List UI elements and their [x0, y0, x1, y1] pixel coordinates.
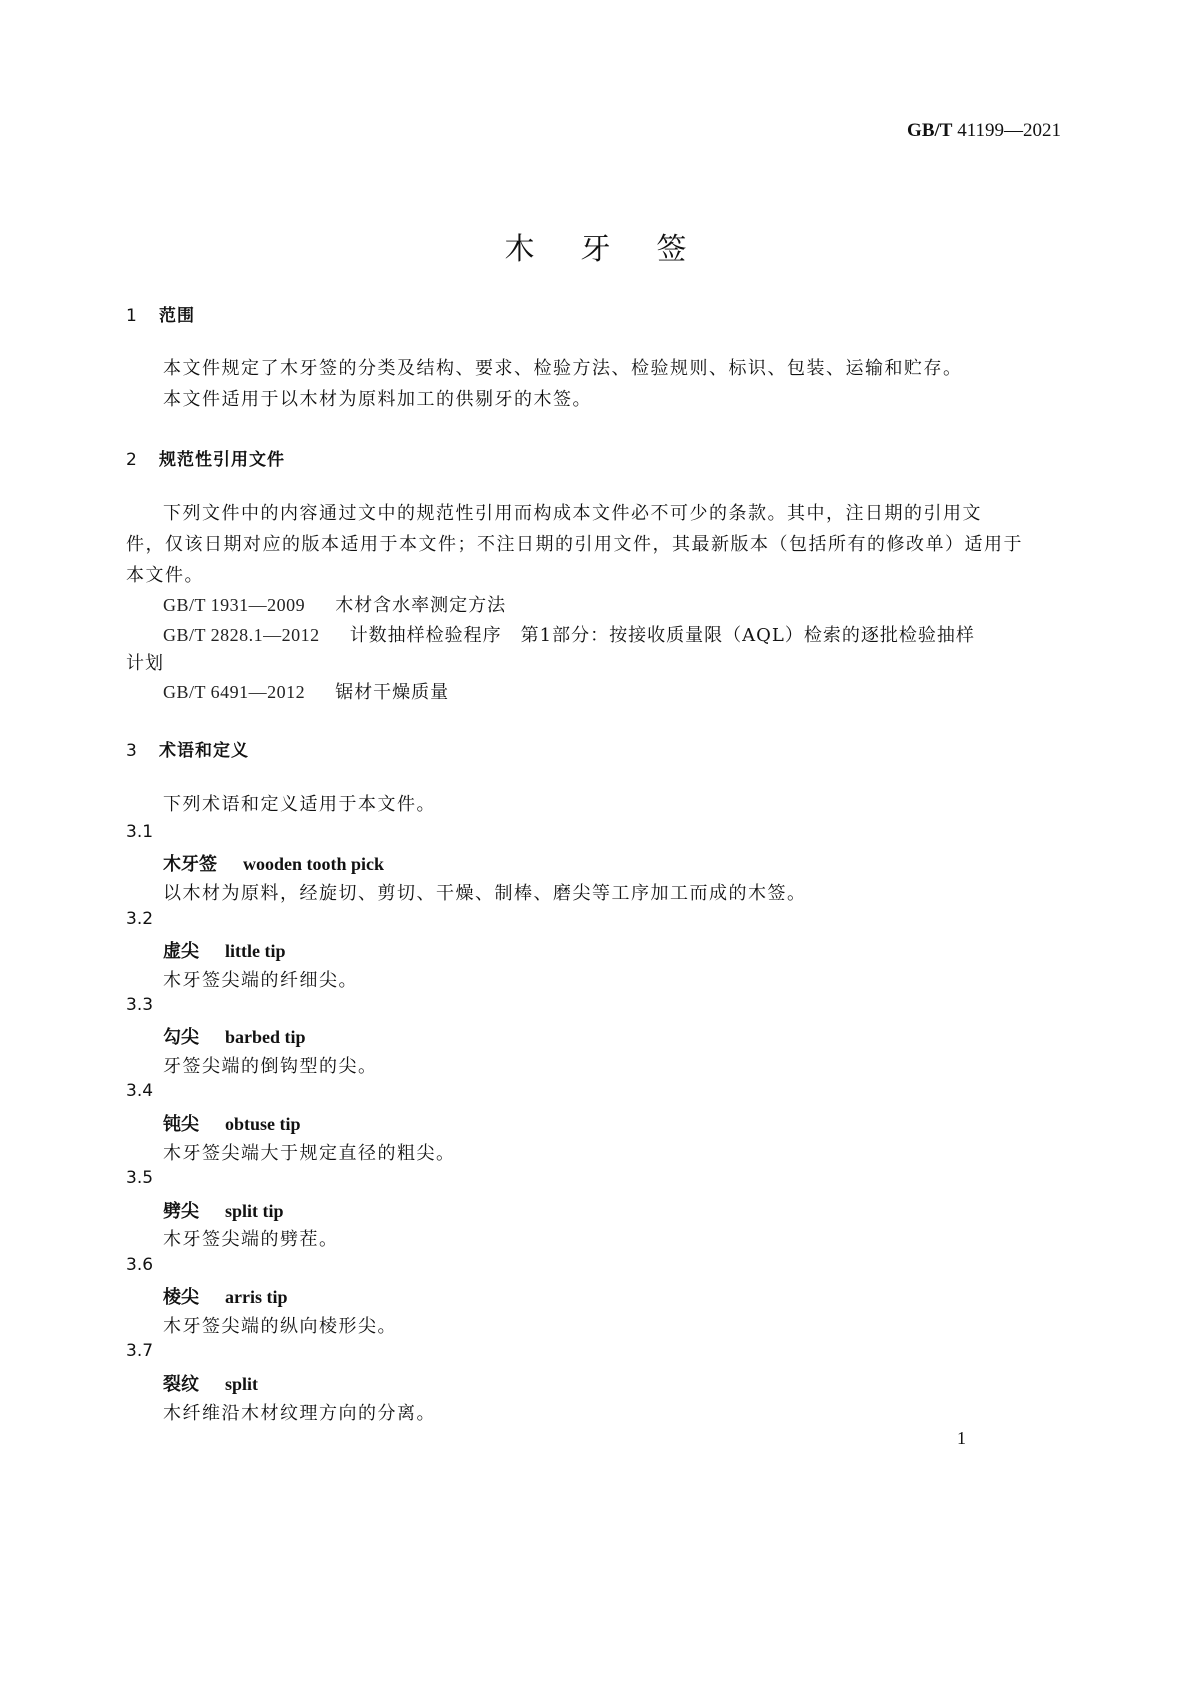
standard-prefix: GB/T — [907, 120, 953, 141]
section-number: 1 — [126, 306, 138, 326]
term-english: obtuse tip — [225, 1114, 301, 1134]
term-number: 3.1 — [126, 822, 154, 842]
term-definition: 木牙签尖端的劈茬。 — [163, 1229, 339, 1250]
term-number: 3.3 — [126, 995, 154, 1015]
reference-title: 计数抽样检验程序 第1部分：按接收质量限（AQL）检索的逐批检验抽样 — [349, 625, 975, 646]
term-english: arris tip — [225, 1287, 288, 1307]
standard-code: 41199—2021 — [957, 120, 1061, 141]
term-definition: 以木材为原料，经旋切、剪切、干燥、制棒、磨尖等工序加工而成的木签。 — [163, 883, 807, 904]
term-chinese: 劈尖 — [163, 1201, 199, 1222]
term-number: 3.5 — [126, 1168, 154, 1188]
term-chinese: 钝尖 — [163, 1114, 199, 1135]
refs-intro-line-1: 下列文件中的内容通过文中的规范性引用而构成本文件必不可少的条款。其中，注日期的引用文 — [163, 503, 982, 524]
scope-paragraph-2: 本文件适用于以木材为原料加工的供剔牙的木签。 — [163, 389, 592, 410]
section-number: 3 — [126, 741, 138, 761]
section-title: 术语和定义 — [159, 741, 249, 761]
term-number: 3.6 — [126, 1255, 154, 1275]
term-chinese: 棱尖 — [163, 1287, 199, 1308]
term-heading — [163, 1197, 284, 1223]
document-title: 木牙签 — [504, 232, 733, 267]
term-english: little tip — [225, 941, 286, 961]
term-english: split tip — [225, 1201, 284, 1221]
scope-paragraph-1: 本文件规定了木牙签的分类及结构、要求、检验方法、检验规则、标识、包装、运输和贮存。 — [163, 358, 963, 379]
reference-code: GB/T 2828.1—2012 — [163, 625, 320, 645]
reference-title: 锯材干燥质量 — [335, 682, 450, 703]
term-number: 3.2 — [126, 909, 154, 929]
reference-title-continuation: 计划 — [126, 653, 164, 674]
term-english: wooden tooth pick — [243, 854, 385, 874]
term-english: split — [225, 1374, 259, 1394]
refs-intro-line-3: 本文件。 — [126, 565, 204, 586]
section-3-heading — [126, 736, 249, 761]
term-chinese: 木牙签 — [163, 854, 217, 875]
terms-intro: 下列术语和定义适用于本文件。 — [163, 794, 436, 815]
page-number: 1 — [957, 1428, 966, 1448]
reference-code: GB/T 6491—2012 — [163, 682, 306, 702]
term-chinese: 裂纹 — [163, 1374, 199, 1395]
term-heading — [163, 937, 286, 963]
term-heading — [163, 1110, 301, 1136]
term-heading — [163, 1283, 288, 1309]
reference-code: GB/T 1931—2009 — [163, 595, 306, 615]
section-title: 规范性引用文件 — [159, 450, 285, 470]
section-number: 2 — [126, 450, 138, 470]
term-number: 3.7 — [126, 1341, 154, 1361]
term-heading — [163, 1370, 258, 1396]
normative-reference — [163, 621, 975, 647]
term-heading — [163, 1023, 306, 1049]
term-definition: 木牙签尖端的纤细尖。 — [163, 970, 358, 991]
section-1-heading — [126, 301, 195, 326]
term-definition: 木纤维沿木材纹理方向的分离。 — [163, 1403, 436, 1424]
term-number: 3.4 — [126, 1081, 154, 1101]
term-definition: 牙签尖端的倒钩型的尖。 — [163, 1056, 378, 1077]
section-title: 范围 — [159, 306, 195, 326]
term-chinese: 勾尖 — [163, 1027, 199, 1048]
term-chinese: 虚尖 — [163, 941, 199, 962]
term-definition: 木牙签尖端的纵向棱形尖。 — [163, 1316, 397, 1337]
term-heading — [163, 850, 384, 876]
term-english: barbed tip — [225, 1027, 306, 1047]
normative-reference — [163, 678, 449, 704]
section-2-heading — [126, 445, 285, 470]
standard-number — [907, 120, 1061, 142]
normative-reference — [163, 591, 506, 617]
refs-intro-line-2: 件，仅该日期对应的版本适用于本文件；不注日期的引用文件，其最新版本（包括所有的修改单）适用于 — [126, 534, 1023, 555]
reference-title: 木材含水率测定方法 — [335, 595, 507, 616]
term-definition: 木牙签尖端大于规定直径的粗尖。 — [163, 1143, 456, 1164]
